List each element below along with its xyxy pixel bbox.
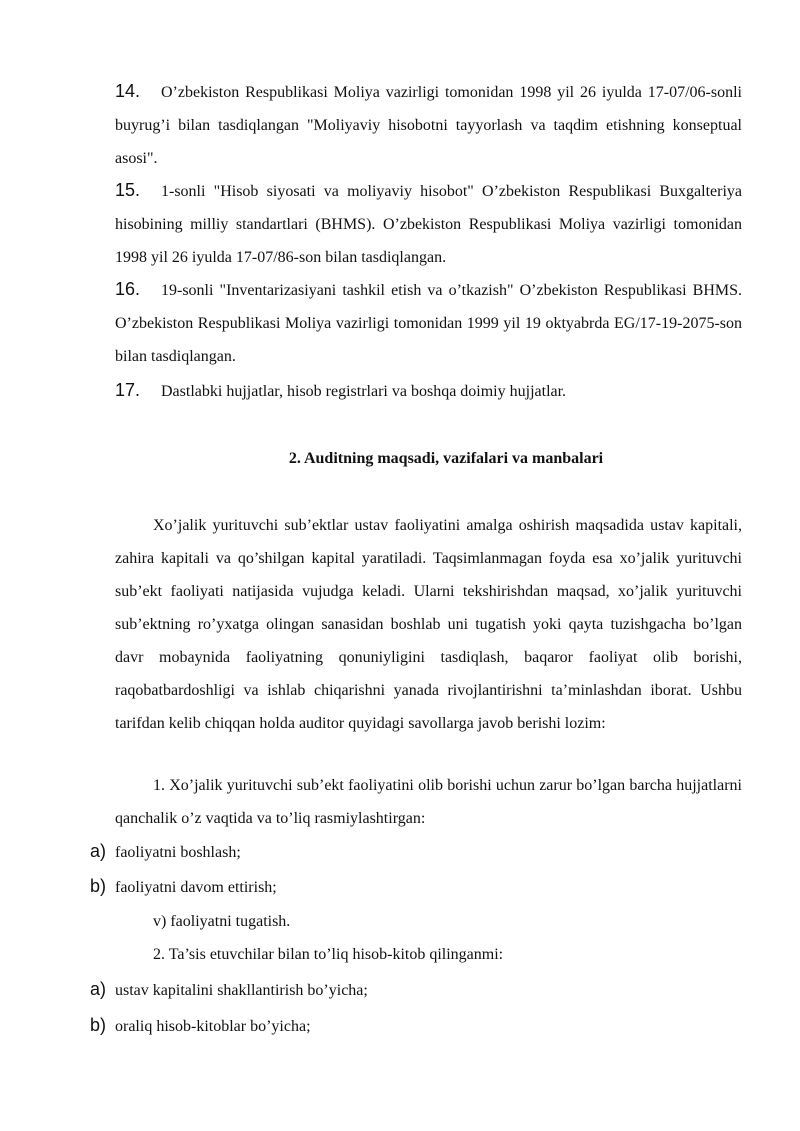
- question-2: 2. Ta’sis etuvchilar bilan to’liq hisob-kitob qilinganmi:: [153, 946, 504, 963]
- reference-text: 19-sonli "Inventarizasiyani tashkil etish va o’tkazish" O’zbekiston Respublikasi BHMS. O’zbekiston Respublikasi Moliya vazirligi tomonidan 1999 yil 19 oktyabrda EG/17-19-2075-son bilan tasdiqlangan.: [115, 282, 742, 365]
- reference-number: 17.: [115, 380, 141, 400]
- item-letter: a): [90, 841, 107, 861]
- q1-item-v: v) faoliyatni tugatish.: [153, 913, 291, 930]
- body-paragraph: [115, 509, 742, 740]
- q1-item-b: [90, 870, 277, 904]
- reference-number: 15.: [115, 180, 141, 200]
- section-heading: 2. Auditning maqsadi, vazifalari va manbalari: [288, 450, 604, 467]
- reference-number: 14.: [115, 81, 141, 101]
- q1-item-a: [90, 835, 241, 869]
- reference-14: [115, 75, 742, 175]
- item-letter: b): [90, 1015, 107, 1035]
- paragraph-text: Xo’jalik yurituvchi sub’ektlar ustav faoliyatini amalga oshirish maqsadida ustav kapitali, zahira kapitali va qo’shilgan kapital yaratiladi. Taqsimlanmagan foyda esa xo’jalik yurituvchi sub’ekt faoliyati natijasida vujudga keladi. Ularni tekshirishdan maqsad, xo’jalik yurituvchi sub’ektning ro’yxatga olingan sanasidan boshlab uni tugatish yoki qayta tuzishgacha bo’lgan davr mobaynida faoliyatning qonuniyligini tasdiqlash, baqaror faoliyat olib borishi, raqobatbardoshligi va ishlab chiqarishni yanada rivojlantirishni ta’minlashdan iborat. Ushbu tarifdan kelib chiqqan holda auditor quyidagi savollarga javob berishi lozim:: [115, 517, 742, 732]
- item-text: faoliyatni davom ettirish;: [115, 879, 277, 896]
- reference-text: O’zbekiston Respublikasi Moliya vazirligi tomonidan 1998 yil 26 iyulda 17-07/06-sonli buyrug’i bilan tasdiqlangan "Moliyaviy hisobotni tayyorlash va taqdim etishning konseptual asosi".: [115, 84, 742, 167]
- reference-text: 1-sonli "Hisob siyosati va moliyaviy hisobot" O’zbekiston Respublikasi Buxgalteriya hisobining milliy standartlari (BHMS). O’zbekiston Respublikasi Moliya vazirligi tomonidan 1998 yil 26 iyulda 17-07/86-son bilan tasdiqlangan.: [115, 183, 742, 266]
- item-text: faoliyatni boshlash;: [115, 844, 241, 861]
- reference-17: [115, 374, 742, 408]
- reference-number: 16.: [115, 279, 141, 299]
- item-text: oraliq hisob-kitoblar bo’yicha;: [115, 1018, 311, 1035]
- item-text: ustav kapitalini shakllantirish bo’yicha;: [115, 982, 368, 999]
- reference-15: [115, 174, 742, 274]
- q2-item-b: [90, 1009, 311, 1043]
- question-1: 1. Xo’jalik yurituvchi sub’ekt faoliyatini olib borishi uchun zarur bo’lgan barcha hujjatlarni qanchalik o’z vaqtida va to’liq rasmiylashtirgan:: [115, 777, 742, 827]
- reference-16: [115, 273, 742, 373]
- q2-item-a: [90, 973, 368, 1007]
- reference-text: Dastlabki hujjatlar, hisob registrlari va boshqa doimiy hujjatlar.: [161, 383, 567, 400]
- item-letter: a): [90, 979, 107, 999]
- item-letter: b): [90, 876, 107, 896]
